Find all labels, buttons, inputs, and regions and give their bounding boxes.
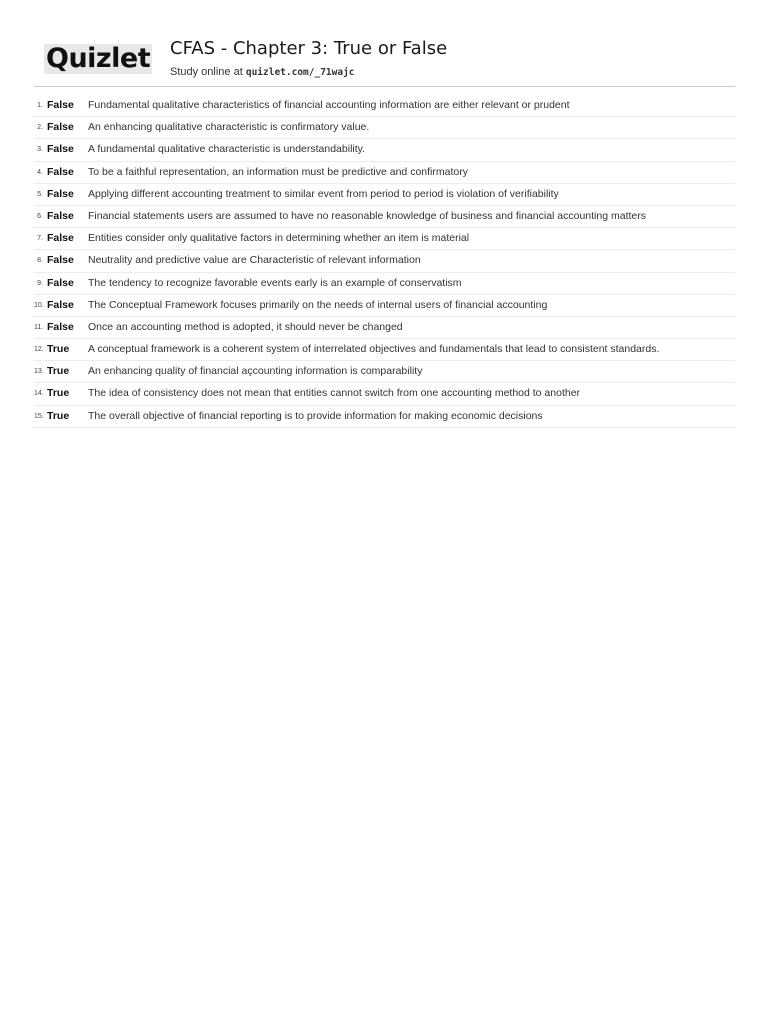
- card-row: [34, 295, 735, 317]
- card-definition: Once an accounting method is adopted, it should never be changed: [88, 320, 403, 333]
- card-term: False: [47, 209, 74, 222]
- card-number: 7.: [37, 235, 43, 243]
- card-term: False: [47, 298, 74, 311]
- card-number: 3.: [37, 146, 43, 154]
- card-number: 12.: [34, 346, 44, 354]
- card-definition: The idea of consistency does not mean that entities cannot switch from one accounting method to another: [88, 387, 581, 400]
- card-number: 15.: [34, 412, 44, 420]
- card-definition: The tendency to recognize favorable events early is an example of conservatism: [88, 276, 462, 289]
- card-row: [34, 184, 735, 206]
- card-row: [34, 361, 735, 383]
- card-term: False: [47, 254, 74, 267]
- card-row: [34, 206, 735, 228]
- page-header: [34, 34, 735, 87]
- card-row: [34, 117, 735, 139]
- flashcard-list: [34, 95, 735, 428]
- card-definition: An enhancing quality of financial açcounting information is comparability: [88, 365, 423, 378]
- card-row: [34, 162, 735, 184]
- card-number: 5.: [37, 190, 43, 198]
- card-term: False: [47, 232, 74, 245]
- card-number: 2.: [37, 124, 43, 132]
- card-number: 13.: [34, 368, 44, 376]
- card-definition: Fundamental qualitative characteristics of financial accounting information are either relevant or prudent: [88, 99, 570, 111]
- card-definition: An enhancing qualitative characteristic is confirmatory value.: [88, 121, 370, 134]
- card-number: 1.: [37, 102, 43, 109]
- study-online-label: Study online at: [170, 66, 246, 78]
- card-row: [34, 228, 735, 250]
- card-row: [34, 406, 735, 428]
- card-term: False: [47, 99, 74, 111]
- card-definition: A fundamental qualitative characteristic is understandability.: [88, 143, 366, 156]
- card-definition: Applying different accounting treatment to similar event from period to period is violation of verifiability: [88, 187, 559, 200]
- card-term: False: [47, 320, 74, 333]
- card-row: [34, 250, 735, 272]
- card-number: 8.: [37, 257, 43, 265]
- card-term: True: [47, 365, 70, 378]
- card-row: [34, 317, 735, 339]
- card-number: 11.: [34, 323, 44, 331]
- card-definition: The overall objective of financial reporting is to provide information for making economic decisions: [88, 409, 543, 422]
- card-term: False: [47, 187, 74, 200]
- card-number: 9.: [37, 279, 43, 287]
- card-definition: The Conceptual Framework focuses primarily on the needs of internal users of financial accounting: [88, 298, 548, 311]
- card-number: 6.: [37, 212, 43, 220]
- card-row: [34, 139, 735, 161]
- card-term: False: [47, 165, 74, 178]
- card-definition: To be a faithful representation, an information must be predictive and confirmatory: [88, 165, 468, 178]
- card-definition: Entities consider only qualitative factors in determining whether an item is material: [88, 232, 470, 245]
- study-url-link[interactable]: quizlet.com/_71wajc: [245, 67, 355, 78]
- card-definition: Financial statements users are assumed to have no reasonable knowledge of business and financial accounting matters: [88, 209, 646, 222]
- card-definition: Neutrality and predictive value are Characteristic of relevant information: [88, 254, 421, 267]
- card-row: [34, 273, 735, 295]
- card-term: True: [47, 387, 70, 400]
- card-number: 4.: [37, 168, 43, 176]
- study-online-line: [170, 65, 355, 80]
- quizlet-logo: Quizlet: [46, 43, 151, 74]
- card-term: True: [47, 409, 70, 422]
- card-number: 14.: [34, 390, 44, 398]
- card-term: False: [47, 143, 74, 156]
- card-row: [34, 339, 735, 361]
- card-number: 10.: [34, 301, 44, 309]
- card-term: False: [47, 121, 74, 134]
- card-row: [34, 383, 735, 405]
- card-term: False: [47, 276, 74, 289]
- page-title: CFAS - Chapter 3: True or False: [170, 38, 448, 59]
- card-row: [34, 95, 735, 117]
- card-definition: A conceptual framework is a coherent system of interrelated objectives and fundamentals that lead to consistent standards.: [88, 343, 660, 356]
- card-term: True: [47, 343, 70, 356]
